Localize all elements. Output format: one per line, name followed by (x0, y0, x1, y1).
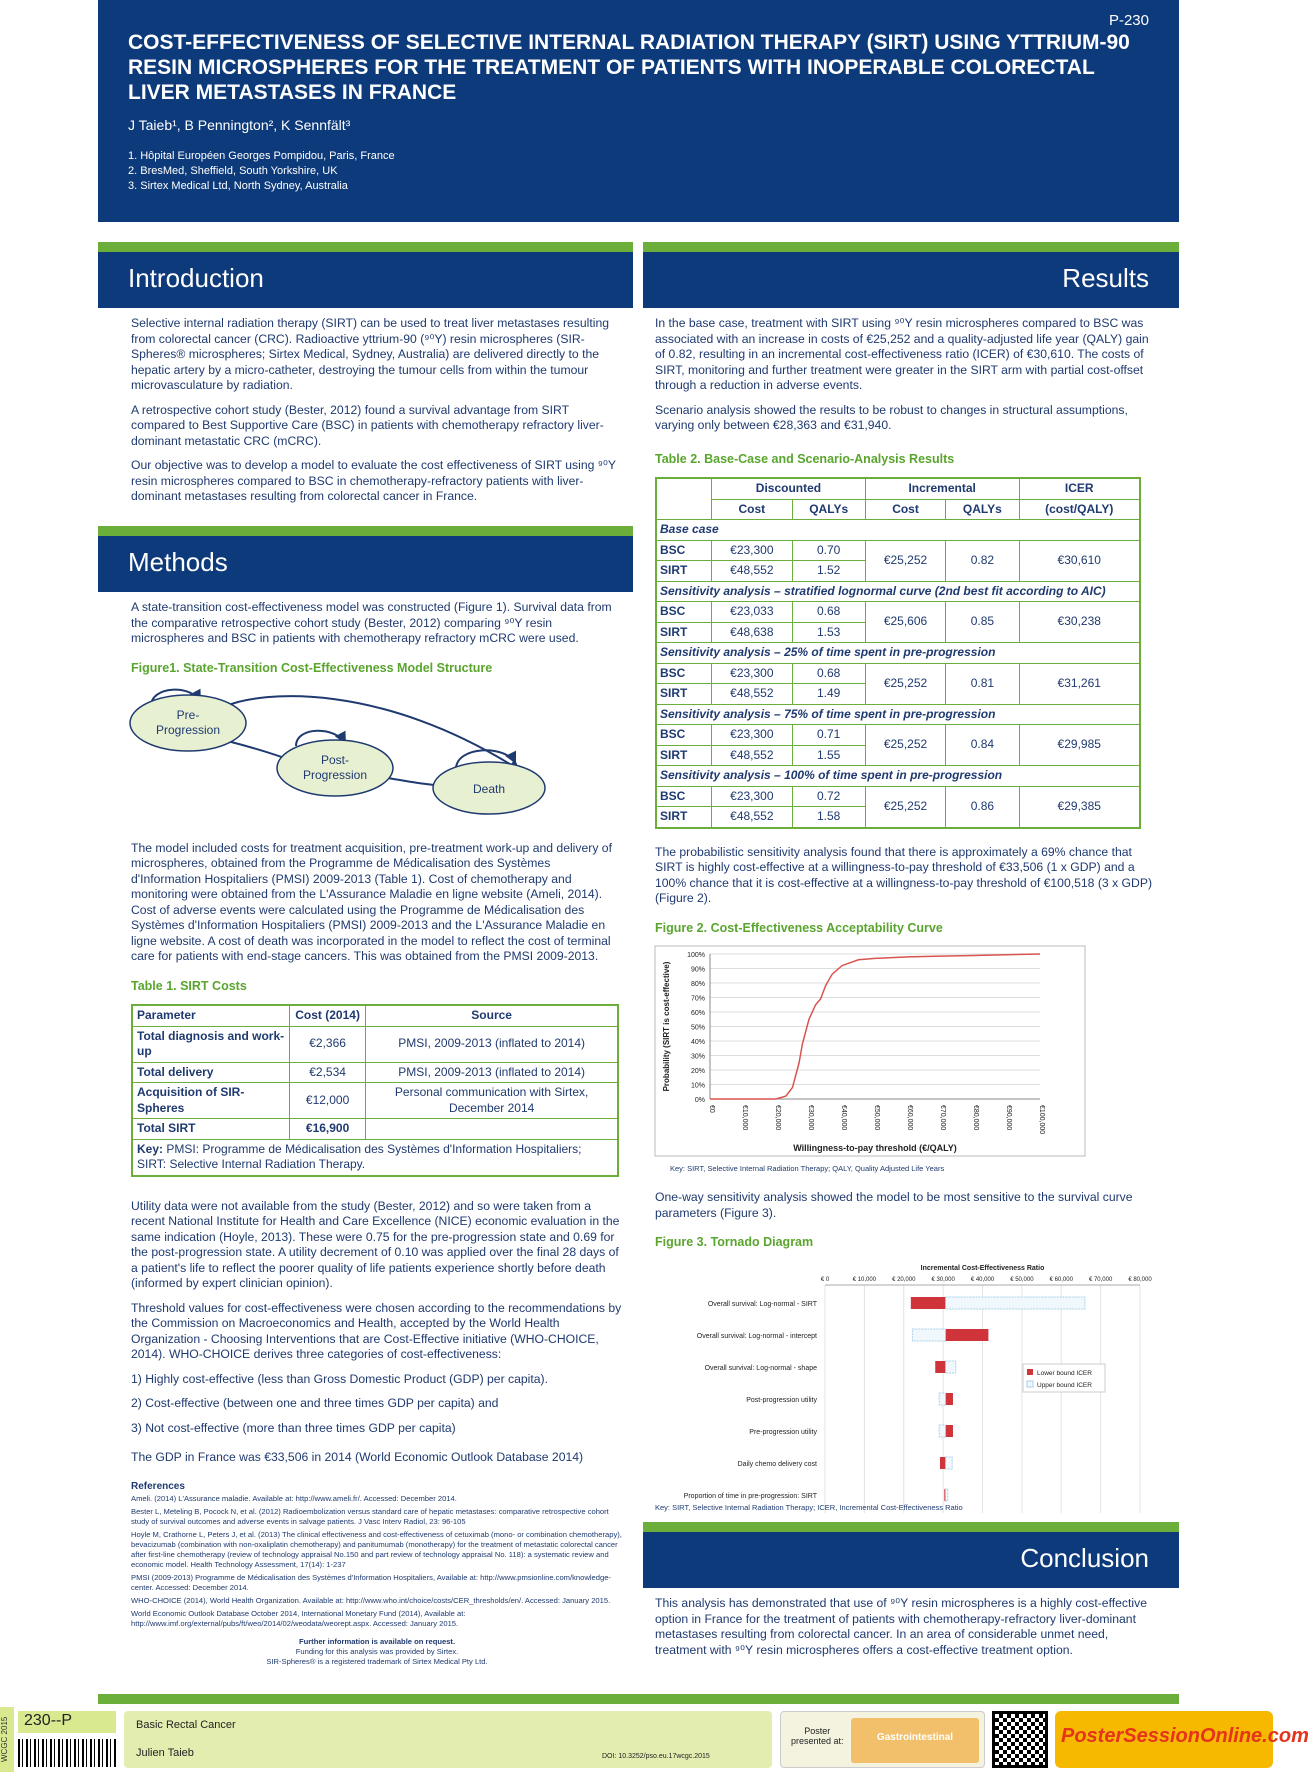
svg-text:Progression: Progression (302, 768, 368, 782)
t1-cell (366, 1119, 618, 1140)
x-tick-label: € 80,000 (1128, 1276, 1152, 1283)
table-row (656, 663, 1140, 684)
footer (0, 1707, 1309, 1772)
results-p4: One-way sensitivity analysis showed the model to be most sensitive to the survival curve parameters (Figure 3). (655, 1190, 1133, 1220)
t2-cell: BSC (656, 602, 712, 623)
x-tick-label: €90,000 (1005, 1105, 1012, 1131)
methods-list-2: 2) Cost-effective (between one and three times GDP per capita) and (131, 1396, 499, 1410)
t2-group-title: Sensitivity analysis – 75% of time spent in pre-progression (656, 704, 1140, 725)
x-tick-label: € 60,000 (1049, 1276, 1073, 1283)
legend-label: Lower bound ICER (1037, 1369, 1092, 1377)
t2-cell: 0.68 (792, 602, 865, 623)
divider (643, 242, 1179, 252)
bar-upper-bound (946, 1457, 953, 1469)
x-tick-label: €20,000 (774, 1105, 781, 1131)
t2-header: Discounted (712, 478, 866, 499)
conclusion-body (655, 1596, 1160, 1667)
divider (98, 526, 633, 536)
t2-cell: BSC (656, 663, 712, 684)
ceac-chart (655, 946, 1085, 1156)
references (131, 1482, 623, 1667)
t1-key: PMSI: Programme de Médicalisation des Systèmes d'Information Hospitaliers; SIRT: Selective Internal Radiation Therapy. (137, 1141, 582, 1171)
poster-header (98, 0, 1179, 222)
footer-doi: DOI: 10.3252/pso.eu.17wcgc.2015 (602, 1753, 710, 1760)
x-tick-label: € 70,000 (1088, 1276, 1113, 1283)
t2-cell: 1.49 (792, 684, 865, 705)
t1-cell: Acquisition of SIR-Spheres (132, 1083, 289, 1119)
intro-body (131, 316, 623, 514)
x-axis-label: Willingness-to-pay threshold (€/QALY) (793, 1143, 957, 1153)
methods-p5: The GDP in France was €33,506 in 2014 (World Economic Outlook Database 2014) (131, 1450, 584, 1464)
t2-cell: €48,638 (712, 622, 792, 643)
category-label: Post-progression utility (746, 1396, 817, 1404)
x-tick-label: € 40,000 (970, 1276, 995, 1283)
trademark-note: SIR-Spheres® is a registered trademark of Sirtex Medical Pty Ltd. (266, 1657, 488, 1666)
t1-cell: €16,900 (289, 1119, 365, 1140)
t2-header: Cost (865, 499, 945, 520)
t2-group-title: Base case (656, 520, 1140, 541)
t2-cell: €23,300 (712, 663, 792, 684)
category-label: Overall survival: Log-normal - SIRT (707, 1300, 817, 1308)
conclusion-p1: This analysis has demonstrated that use of ⁹⁰Y resin microspheres is a highly cost-effective option in France for the treatment of patients with chemotherapy-refractory liver-dominant metastases resulting from colorectal cancer. In an area of considerable unmet need, treatment with ⁹⁰Y resin microspheres offers a cost-effective treatment option. (655, 1596, 1147, 1657)
t2-blank-header (656, 478, 712, 520)
t1-header: Cost (2014) (289, 1005, 365, 1026)
t2-cell: 1.55 (792, 745, 865, 766)
table-row (656, 540, 1140, 561)
table-row (656, 786, 1140, 807)
intro-p2: A retrospective cohort study (Bester, 2012) found a survival advantage from SIRT compared to Best Supportive Care (BSC) in patients with chemotherapy refractory liver-dominant metastatic CRC (mCRC). (131, 402, 604, 448)
x-tick-label: €80,000 (972, 1105, 979, 1131)
t2-cell: SIRT (656, 622, 712, 643)
t1-key-label: Key: (137, 1141, 164, 1156)
category-label: Overall survival: Log-normal - shape (704, 1364, 817, 1372)
bar-lower-bound (946, 1393, 953, 1405)
state-diagram (131, 686, 551, 816)
chart-title: Incremental Cost-Effectiveness Ratio (920, 1264, 1045, 1272)
bar-upper-bound (939, 1393, 945, 1405)
y-tick-label: 90% (690, 966, 705, 974)
t1-cell: €2,534 (289, 1062, 365, 1083)
x-tick-label: € 30,000 (931, 1276, 955, 1283)
t2-cell: €23,033 (712, 602, 792, 623)
y-tick-label: 20% (690, 1068, 705, 1075)
t2-cell: €25,252 (865, 540, 945, 581)
footer-info (124, 1711, 772, 1768)
y-tick-label: 70% (690, 995, 705, 1003)
table1-caption: Table 1. SIRT Costs (131, 978, 247, 993)
t2-cell: 0.72 (792, 786, 865, 807)
methods-p4: Threshold values for cost-effectiveness were chosen according to the recommendations by the Commission on Macroeconomics and Health, accepted by the World Health Organization - Choosing Interventions that are Cost-Effective initiative (WHO-CHOICE, 2014). WHO-CHOICE derives three categories of cost-effectiveness: (131, 1300, 622, 1361)
t1-cell: PMSI, 2009-2013 (inflated to 2014) (366, 1062, 618, 1083)
svg-text:Post-: Post- (320, 753, 350, 767)
affiliations (128, 149, 1149, 194)
t2-header: Cost (712, 499, 792, 520)
t2-cell: €31,261 (1019, 663, 1140, 704)
footer-category: Basic Rectal Cancer (136, 1719, 236, 1731)
svg-text:Progression: Progression (155, 723, 221, 737)
reference-item: PMSI (2009-2013) Programme de Médicalisation des Systèmes d'Information Hospitaliers, Available at: http://www.pmsionline.com/knowledge-center. Accessed: December 2014. (131, 1573, 611, 1592)
results-p1: In the base case, treatment with SIRT using ⁹⁰Y resin microspheres compared to BSC was associated with an increase in costs of €25,252 and a quality-adjusted life year (QALY) gain of 0.82, resulting in an incremental cost-effectiveness ratio (ICER) of €30,610. The costs of SIRT, monitoring and further treatment were greater in the SIRT arm with partial cost-offset through a reduction in adverse events. (655, 316, 1149, 392)
t2-cell: SIRT (656, 561, 712, 582)
t2-cell: SIRT (656, 807, 712, 828)
barcode (18, 1739, 116, 1767)
t2-cell: 1.58 (792, 807, 865, 828)
legend-swatch (1027, 1369, 1033, 1375)
reference-item: WHO-CHOICE (2014), World Health Organization. Available at: http://www.who.int/choice/costs/CER_thresholds/en/. Accessed: January 2015. (131, 1596, 611, 1605)
table-row (132, 1139, 618, 1176)
t2-cell: €48,552 (712, 807, 792, 828)
t1-cell: Total diagnosis and work-up (132, 1026, 289, 1062)
t1-cell: Total delivery (132, 1062, 289, 1083)
category-label: Daily chemo delivery cost (737, 1460, 817, 1468)
x-tick-label: €40,000 (840, 1105, 847, 1131)
t2-header: (cost/QALY) (1019, 499, 1140, 520)
results-p3: The probabilistic sensitivity analysis found that there is approximately a 69% chance that SIRT is highly cost-effective at a willingness-to-pay threshold of €33,506 (1 x GDP) and a 100% chance that it is cost-effective at a willingness-to-pay threshold of €100,518 (3 x GDP) (Figure 2). (655, 844, 1153, 905)
conference-logo: Gastrointestinal (851, 1718, 979, 1763)
t1-header: Source (366, 1005, 618, 1026)
x-tick-label: €0 (708, 1105, 715, 1113)
x-tick-label: €10,000 (741, 1105, 748, 1131)
bar-lower-bound (946, 1329, 989, 1341)
t2-cell: 0.82 (946, 540, 1019, 581)
table2 (655, 477, 1141, 829)
t2-cell: €30,238 (1019, 602, 1140, 643)
t2-cell: 0.71 (792, 725, 865, 746)
affiliation-1: 1. Hôpital Européen Georges Pompidou, Paris, France (128, 150, 395, 162)
t1-cell: €2,366 (289, 1026, 365, 1062)
reference-item: Bester L, Meteling B, Pocock N, et al. (2012) Radioembolization versus standard care of hepatic metastases: comparative retrospective cohort study of survival outcomes and adverse events in salvage patients. J Vasc Interv Radiol, 23: 96-105 (131, 1507, 609, 1526)
t2-cell: €29,385 (1019, 786, 1140, 828)
t2-cell: 1.52 (792, 561, 865, 582)
affiliation-2: 2. BresMed, Sheffield, South Yorkshire, UK (128, 165, 338, 177)
table-row (132, 1062, 618, 1083)
bar-lower-bound (935, 1361, 945, 1373)
x-tick-label: € 50,000 (1010, 1276, 1034, 1283)
t2-cell: €30,610 (1019, 540, 1140, 581)
reference-item: Ameli. (2014) L'Assurance maladie. Available at: http://www.ameli.fr/. Accessed: December 2014. (131, 1494, 457, 1503)
y-tick-label: 40% (690, 1039, 705, 1046)
t2-cell: SIRT (656, 684, 712, 705)
t2-cell: €25,252 (865, 725, 945, 766)
reference-item: World Economic Outlook Database October 2014, International Monetary Fund (2014), Available at: http://www.imf.org/external/pubs/ft/weo/2014/02/weodata/weorept.aspx. Accessed: January 2015. (131, 1609, 466, 1628)
x-tick-label: € 10,000 (852, 1276, 877, 1283)
table-row (656, 725, 1140, 746)
category-label: Proportion of time in pre-progression: SIRT (683, 1492, 817, 1500)
t2-cell: €23,300 (712, 725, 792, 746)
y-tick-label: 50% (690, 1024, 705, 1032)
t2-header: QALYs (946, 499, 1019, 520)
x-tick-label: € 0 (820, 1276, 830, 1283)
category-label: Overall survival: Log-normal - intercept (696, 1332, 817, 1340)
t2-cell: BSC (656, 725, 712, 746)
methods-p2: The model included costs for treatment acquisition, pre-treatment work-up and delivery of microspheres, obtained from the Programme de Médicalisation des Systèmes d'Information Hospitaliers (PMSI) 2009-2013 (Table 1). Cost of chemotherapy and monitoring were obtained from the L'Assurance Maladie en ligne website (Ameli, 2014). Cost of adverse events were calculated using the Programme de Médicalisation des Systèmes d'Information Hospitaliers (PMSI) 2009-2013 and the L'Assurance Maladie en ligne website. A cost of death was incorporated in the model to reflect the cost of terminal care for patients with end-stage cancers. This was obtained from the PMSI 2009-2013. (131, 840, 612, 963)
figure1-caption: Figure1. State-Transition Cost-Effectiveness Model Structure (131, 660, 493, 675)
t1-cell: €12,000 (289, 1083, 365, 1119)
y-tick-label: 80% (690, 981, 705, 988)
y-axis-label: Probability (SIRT is cost-effective) (662, 961, 671, 1092)
chart-frame (655, 946, 1085, 1156)
t2-cell: 0.68 (792, 663, 865, 684)
divider (643, 1522, 1179, 1532)
t2-cell: €25,606 (865, 602, 945, 643)
methods-heading: Methods (98, 536, 633, 592)
svg-text:Pre-: Pre- (176, 708, 200, 722)
bar-lower-bound (911, 1297, 946, 1309)
t2-cell: BSC (656, 786, 712, 807)
x-tick-label: €30,000 (807, 1105, 814, 1131)
x-tick-label: € 20,000 (892, 1276, 916, 1283)
legend-label: Upper bound ICER (1037, 1381, 1092, 1389)
t2-header: ICER (1019, 478, 1140, 499)
tornado-chart (655, 1261, 1155, 1500)
y-tick-label: 60% (690, 1010, 705, 1017)
figure2-caption: Figure 2. Cost-Effectiveness Acceptability Curve (655, 920, 943, 935)
bar-upper-bound (946, 1297, 1085, 1309)
t2-group-title: Sensitivity analysis – 25% of time spent in pre-progression (656, 643, 1140, 664)
table1 (131, 1004, 619, 1177)
bottom-divider (98, 1694, 1179, 1704)
brand-logo[interactable]: PosterSessionOnline.com (1055, 1711, 1273, 1768)
t2-cell: €48,552 (712, 684, 792, 705)
t2-cell: €48,552 (712, 745, 792, 766)
bar-upper-bound (939, 1425, 945, 1437)
funding-note: Funding for this analysis was provided by Sirtex. (295, 1647, 459, 1656)
methods-body (131, 600, 623, 1475)
poster-code: P-230 (1108, 12, 1149, 29)
references-heading: References (131, 1481, 185, 1492)
t2-cell: €23,300 (712, 540, 792, 561)
x-tick-label: €50,000 (873, 1105, 880, 1131)
t2-cell: 1.53 (792, 622, 865, 643)
methods-list-1: 1) Highly cost-effective (less than Gross Domestic Product (GDP) per capita). (131, 1371, 548, 1386)
x-tick-label: €100,000 (1038, 1105, 1045, 1135)
y-tick-label: 30% (690, 1053, 705, 1061)
footer-presenter: Julien Taieb (136, 1747, 194, 1759)
bar-lower-bound (940, 1457, 946, 1469)
table-row (132, 1083, 618, 1119)
methods-p3: Utility data were not available from the study (Bester, 2012) and so were taken from a recent National Institute for Health and Care Excellence (NICE) economic evaluation in the same indication (Hoyle, 2013). These were 0.75 for the pre-progression state and 0.69 for the post-progression state. A utility decrement of 0.10 was applied over the final 28 days of a patient's life to reflect the poorer quality of life patients experience shortly before death (informed by expert clinician opinion). (131, 1198, 620, 1290)
svg-text:Death: Death (472, 782, 506, 796)
t2-cell: SIRT (656, 745, 712, 766)
t2-cell: 0.84 (946, 725, 1019, 766)
t2-cell: 0.70 (792, 540, 865, 561)
t2-group-title: Sensitivity analysis – stratified lognormal curve (2nd best fit according to AIC) (656, 581, 1140, 602)
poster-title: COST-EFFECTIVENESS OF SELECTIVE INTERNAL RADIATION THERAPY (SIRT) USING YTTRIUM-90 RESIN MICROSPHERES FOR THE TREATMENT OF PATIENTS WITH INOPERABLE COLORECTAL LIVER METASTASES IN FRANCE (128, 31, 1130, 104)
bar-upper-bound (946, 1361, 956, 1373)
methods-p1: A state-transition cost-effectiveness model was constructed (Figure 1). Survival data from the comparative retrospective cohort study (Bester, 2012) comparing ⁹⁰Y resin microspheres and BSC in patients with chemotherapy refractory mCRC were used. (131, 600, 612, 645)
x-tick-label: €70,000 (939, 1105, 946, 1131)
presented-at-box (780, 1711, 985, 1768)
intro-p3: Our objective was to develop a model to evaluate the cost effectiveness of SIRT using ⁹⁰Y resin microspheres compared to BSC in chemotherapy-refractory patients with liver-dominant metastases resulting from colorectal cancer in France. (131, 458, 616, 503)
results-body (655, 316, 1160, 1516)
t2-cell: 0.81 (946, 663, 1019, 704)
x-tick-label: €60,000 (906, 1105, 913, 1131)
figure3-caption: Figure 3. Tornado Diagram (655, 1235, 814, 1249)
presented-at-label: Poster presented at: (791, 1726, 844, 1746)
figure3-key: Key: SIRT, Selective Internal Radiation Therapy; ICER, Incremental Cost-Effectiveness Ratio (655, 1503, 963, 1512)
t2-cell: €48,552 (712, 561, 792, 582)
y-tick-label: 100% (687, 952, 705, 959)
t1-cell: Personal communication with Sirtex, December 2014 (366, 1083, 618, 1119)
y-tick-label: 0% (694, 1097, 705, 1104)
qr-code[interactable] (992, 1711, 1048, 1768)
t1-cell: Total SIRT (132, 1119, 289, 1140)
bar-lower-bound (946, 1425, 953, 1437)
table-row (656, 602, 1140, 623)
t1-cell: PMSI, 2009-2013 (inflated to 2014) (366, 1026, 618, 1062)
intro-heading: Introduction (98, 252, 633, 308)
conclusion-heading: Conclusion (643, 1532, 1179, 1588)
authors: J Taieb¹, B Pennington², K Sennfält³ (128, 117, 351, 133)
bar-upper-bound (946, 1489, 948, 1501)
table2-caption: Table 2. Base-Case and Scenario-Analysis Results (655, 451, 955, 466)
bar-upper-bound (912, 1329, 945, 1341)
results-heading: Results (643, 252, 1179, 308)
table-row (132, 1119, 618, 1140)
t2-group-title: Sensitivity analysis – 100% of time spent in pre-progression (656, 766, 1140, 787)
results-p2: Scenario analysis showed the results to be robust to changes in structural assumptions, varying only between €28,363 and €31,940. (655, 402, 1128, 432)
further-info: Further information is available on request. (298, 1637, 456, 1646)
t2-cell: €25,252 (865, 663, 945, 704)
t2-cell: €25,252 (865, 786, 945, 828)
board-number: 230--P (18, 1711, 116, 1733)
figure2-key: Key: SIRT, Selective Internal Radiation Therapy; QALY, Quality Adjusted Life Years (670, 1163, 945, 1173)
t2-cell: 0.86 (946, 786, 1019, 828)
affiliation-3: 3. Sirtex Medical Ltd, North Sydney, Australia (128, 180, 348, 192)
reference-item: Hoyle M, Crathorne L, Peters J, et al. (2013) The clinical effectiveness and cost-effectiveness of cetuximab (mono- or combination chemotherapy), bevacizumab (combination with non-oxaliplatin chemotherapy) and panitumumab (monotherapy) for the treatment of metastatic colorectal cancer after first-line chemotherapy (review of technology appraisal No.150 and part review of technology appraisal No. 118): a systematic review and economic model. Health Technology Assessment, 17(14): 1-237 (131, 1530, 622, 1569)
t2-cell: €23,300 (712, 786, 792, 807)
table-row (132, 1026, 618, 1062)
t2-cell: BSC (656, 540, 712, 561)
category-label: Pre-progression utility (749, 1428, 817, 1436)
t2-cell: 0.85 (946, 602, 1019, 643)
t2-cell: €29,985 (1019, 725, 1140, 766)
t2-header: Incremental (865, 478, 1019, 499)
y-tick-label: 10% (690, 1082, 705, 1090)
footer-side-label: WCGC 2015 (0, 1707, 14, 1772)
methods-list-3: 3) Not cost-effective (more than three times GDP per capita) (131, 1420, 456, 1435)
legend-swatch (1027, 1381, 1033, 1387)
t2-header: QALYs (792, 499, 865, 520)
divider (98, 242, 633, 252)
intro-p1: Selective internal radiation therapy (SIRT) can be used to treat liver metastases resulting from colorectal cancer (CRC). Radioactive yttrium-90 (⁹⁰Y) resin microspheres (SIR-Spheres® microspheres; Sirtex Medical, Sydney, Australia) are delivered directly to the hepatic artery by a micro-catheter, destroying the tumour cells from within the tumour microvasculature by radiation. (131, 316, 610, 392)
t1-header: Parameter (132, 1005, 289, 1026)
